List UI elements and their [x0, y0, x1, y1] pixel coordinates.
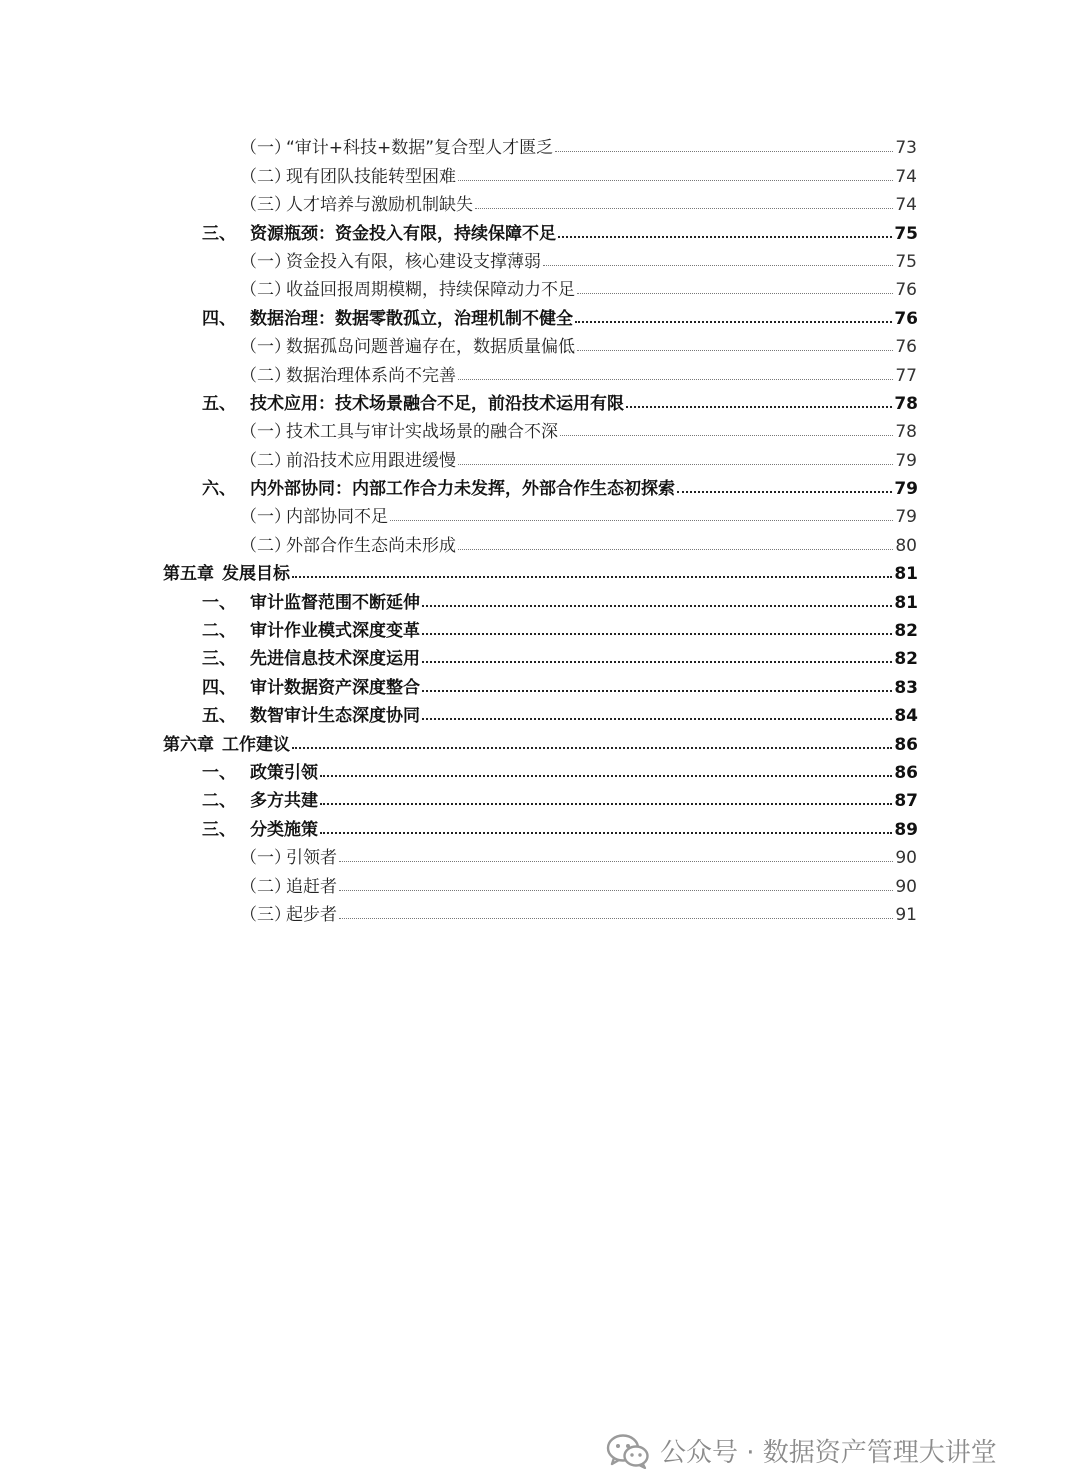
- dot-leader: [422, 633, 892, 635]
- dot-leader: [560, 435, 893, 436]
- toc-entry-number: 一、: [202, 762, 236, 783]
- toc-entry-title: 审计作业模式深度变革: [250, 621, 420, 642]
- toc-entry-sub[interactable]: [0, 158, 1080, 186]
- toc-entry-title: 审计监督范围不断延伸: [250, 592, 420, 613]
- toc-entry-title: 资源瓶颈：资金投入有限，持续保障不足: [250, 223, 556, 244]
- toc-entry-page-number: 80: [895, 535, 917, 556]
- toc-entry-section[interactable]: [0, 669, 1080, 697]
- toc-entry-number: （三）: [240, 904, 291, 925]
- toc-entry-title: 审计数据资产深度整合: [250, 677, 420, 698]
- toc-entry-page-number: 75: [894, 223, 918, 244]
- toc-entry-title: 起步者: [286, 904, 337, 925]
- dot-leader: [458, 549, 893, 550]
- toc-entry-page-number: 90: [895, 848, 917, 869]
- toc-entry-number: （二）: [240, 280, 291, 301]
- toc-entry-number: （一）: [240, 337, 291, 358]
- dot-leader: [577, 293, 893, 294]
- dot-leader: [555, 151, 893, 152]
- toc-entry-sub[interactable]: [0, 357, 1080, 385]
- dot-leader: [292, 576, 892, 578]
- toc-entry-title: 技术工具与审计实战场景的融合不深: [286, 422, 558, 443]
- toc-entry-title: 内部协同不足: [286, 507, 388, 528]
- toc-entry-title: 内外部协同：内部工作合力未发挥，外部合作生态初探索: [250, 479, 675, 500]
- toc-entry-number: 四、: [202, 677, 236, 698]
- toc-entry-page-number: 86: [894, 762, 918, 783]
- toc-entry-title: 数据孤岛问题普遍存在，数据质量偏低: [286, 337, 575, 358]
- toc-entry-section[interactable]: [0, 386, 1080, 414]
- toc-entry-page-number: 81: [894, 592, 918, 613]
- dot-leader: [339, 890, 893, 891]
- toc-entry-sub[interactable]: [0, 272, 1080, 300]
- toc-entry-page-number: 74: [895, 166, 917, 187]
- toc-entry-section[interactable]: [0, 755, 1080, 783]
- toc-entry-section[interactable]: [0, 584, 1080, 612]
- dot-leader: [577, 350, 893, 351]
- toc-entry-sub[interactable]: [0, 527, 1080, 555]
- toc-entry-page-number: 79: [895, 450, 917, 471]
- toc-entry-title: 工作建议: [222, 734, 290, 755]
- toc-entry-sub[interactable]: [0, 897, 1080, 925]
- toc-entry-page-number: 74: [895, 195, 917, 216]
- toc-entry-section[interactable]: [0, 471, 1080, 499]
- toc-entry-page-number: 83: [894, 677, 918, 698]
- toc-entry-sub[interactable]: [0, 414, 1080, 442]
- toc-entry-number: （二）: [240, 166, 291, 187]
- toc-entry-number: 三、: [202, 649, 236, 670]
- toc-entry-title: 分类施策: [250, 819, 318, 840]
- toc-entry-page-number: 76: [894, 308, 918, 329]
- toc-entry-page-number: 90: [895, 876, 917, 897]
- toc-entry-title: 多方共建: [250, 791, 318, 812]
- toc-entry-title: 收益回报周期模糊，持续保障动力不足: [286, 280, 575, 301]
- toc-entry-title: 现有团队技能转型困难: [286, 166, 456, 187]
- toc-entry-number: （一）: [240, 251, 291, 272]
- dot-leader: [458, 464, 893, 465]
- table-of-contents: [0, 130, 1080, 925]
- toc-entry-sub[interactable]: [0, 442, 1080, 470]
- toc-entry-number: 一、: [202, 592, 236, 613]
- toc-entry-page-number: 78: [895, 422, 917, 443]
- toc-entry-page-number: 77: [895, 365, 917, 386]
- toc-entry-sub[interactable]: [0, 868, 1080, 896]
- dot-leader: [422, 718, 892, 720]
- dot-leader: [558, 236, 892, 238]
- toc-entry-number: （二）: [240, 876, 291, 897]
- toc-entry-page-number: 73: [895, 138, 917, 159]
- toc-entry-number: 五、: [202, 393, 236, 414]
- toc-entry-number: （一）: [240, 138, 291, 159]
- toc-entry-chapter[interactable]: [0, 726, 1080, 754]
- toc-entry-sub[interactable]: [0, 499, 1080, 527]
- toc-entry-chapter[interactable]: [0, 556, 1080, 584]
- toc-entry-number: （二）: [240, 535, 291, 556]
- toc-entry-page-number: 76: [895, 337, 917, 358]
- toc-entry-title: 追赶者: [286, 876, 337, 897]
- toc-entry-number: 五、: [202, 706, 236, 727]
- toc-entry-section[interactable]: [0, 811, 1080, 839]
- toc-entry-section[interactable]: [0, 215, 1080, 243]
- toc-entry-number: 六、: [202, 479, 236, 500]
- toc-entry-section[interactable]: [0, 641, 1080, 669]
- toc-entry-title: 先进信息技术深度运用: [250, 649, 420, 670]
- toc-entry-page-number: 89: [894, 819, 918, 840]
- toc-entry-sub[interactable]: [0, 840, 1080, 868]
- toc-entry-sub[interactable]: [0, 329, 1080, 357]
- dot-leader: [458, 180, 893, 181]
- toc-entry-number: （一）: [240, 422, 291, 443]
- dot-leader: [475, 208, 893, 209]
- toc-entry-sub[interactable]: [0, 244, 1080, 272]
- dot-leader: [677, 491, 892, 493]
- toc-entry-page-number: 84: [894, 706, 918, 727]
- toc-entry-title: 外部合作生态尚未形成: [286, 535, 456, 556]
- toc-entry-title: 引领者: [286, 848, 337, 869]
- toc-entry-number: （一）: [240, 507, 291, 528]
- toc-entry-page-number: 91: [895, 904, 917, 925]
- toc-entry-number: 三、: [202, 223, 236, 244]
- watermark: [606, 1432, 997, 1469]
- dot-leader: [390, 520, 893, 521]
- toc-entry-title: 数据治理：数据零散孤立，治理机制不健全: [250, 308, 573, 329]
- toc-entry-page-number: 82: [894, 621, 918, 642]
- toc-entry-number: （三）: [240, 195, 291, 216]
- toc-entry-page-number: 79: [894, 479, 918, 500]
- toc-entry-section[interactable]: [0, 698, 1080, 726]
- toc-entry-number: 四、: [202, 308, 236, 329]
- toc-entry-title: “审计+科技+数据”复合型人才匮乏: [286, 138, 554, 159]
- dot-leader: [626, 406, 892, 408]
- watermark-text: 公众号 · 数据资产管理大讲堂: [660, 1438, 997, 1468]
- toc-entry-page-number: 87: [894, 791, 918, 812]
- toc-entry-title: 技术应用：技术场景融合不足，前沿技术运用有限: [250, 393, 624, 414]
- toc-entry-number: （二）: [240, 365, 291, 386]
- dot-leader: [422, 690, 892, 692]
- toc-entry-title: 发展目标: [222, 564, 290, 585]
- toc-entry-page-number: 81: [894, 564, 918, 585]
- toc-entry-sub[interactable]: [0, 187, 1080, 215]
- toc-entry-page-number: 76: [895, 280, 917, 301]
- dot-leader: [422, 661, 892, 663]
- toc-entry-number: 第六章: [163, 734, 214, 755]
- toc-entry-number: 三、: [202, 819, 236, 840]
- toc-entry-number: 二、: [202, 621, 236, 642]
- toc-entry-section[interactable]: [0, 300, 1080, 328]
- toc-entry-sub[interactable]: [0, 130, 1080, 158]
- toc-entry-title: 前沿技术应用跟进缓慢: [286, 450, 456, 471]
- toc-entry-number: 第五章: [163, 564, 214, 585]
- toc-entry-page-number: 78: [894, 393, 918, 414]
- dot-leader: [292, 747, 892, 749]
- toc-entry-page-number: 82: [894, 649, 918, 670]
- dot-leader: [422, 605, 892, 607]
- toc-entry-number: 二、: [202, 791, 236, 812]
- dot-leader: [320, 803, 892, 805]
- toc-entry-page-number: 79: [895, 507, 917, 528]
- dot-leader: [575, 321, 892, 323]
- toc-entry-title: 资金投入有限，核心建设支撑薄弱: [286, 251, 541, 272]
- wechat-icon: [606, 1433, 650, 1469]
- toc-entry-title: 政策引领: [250, 762, 318, 783]
- toc-entry-page-number: 75: [895, 251, 917, 272]
- toc-entry-number: （二）: [240, 450, 291, 471]
- toc-entry-section[interactable]: [0, 613, 1080, 641]
- toc-entry-page-number: 86: [894, 734, 918, 755]
- toc-entry-section[interactable]: [0, 783, 1080, 811]
- dot-leader: [320, 775, 892, 777]
- toc-entry-title: 数据治理体系尚不完善: [286, 365, 456, 386]
- dot-leader: [458, 379, 893, 380]
- dot-leader: [339, 918, 893, 919]
- dot-leader: [339, 861, 893, 862]
- toc-entry-title: 人才培养与激励机制缺失: [286, 195, 473, 216]
- dot-leader: [320, 832, 892, 834]
- toc-entry-number: （一）: [240, 848, 291, 869]
- toc-entry-title: 数智审计生态深度协同: [250, 706, 420, 727]
- dot-leader: [543, 265, 893, 266]
